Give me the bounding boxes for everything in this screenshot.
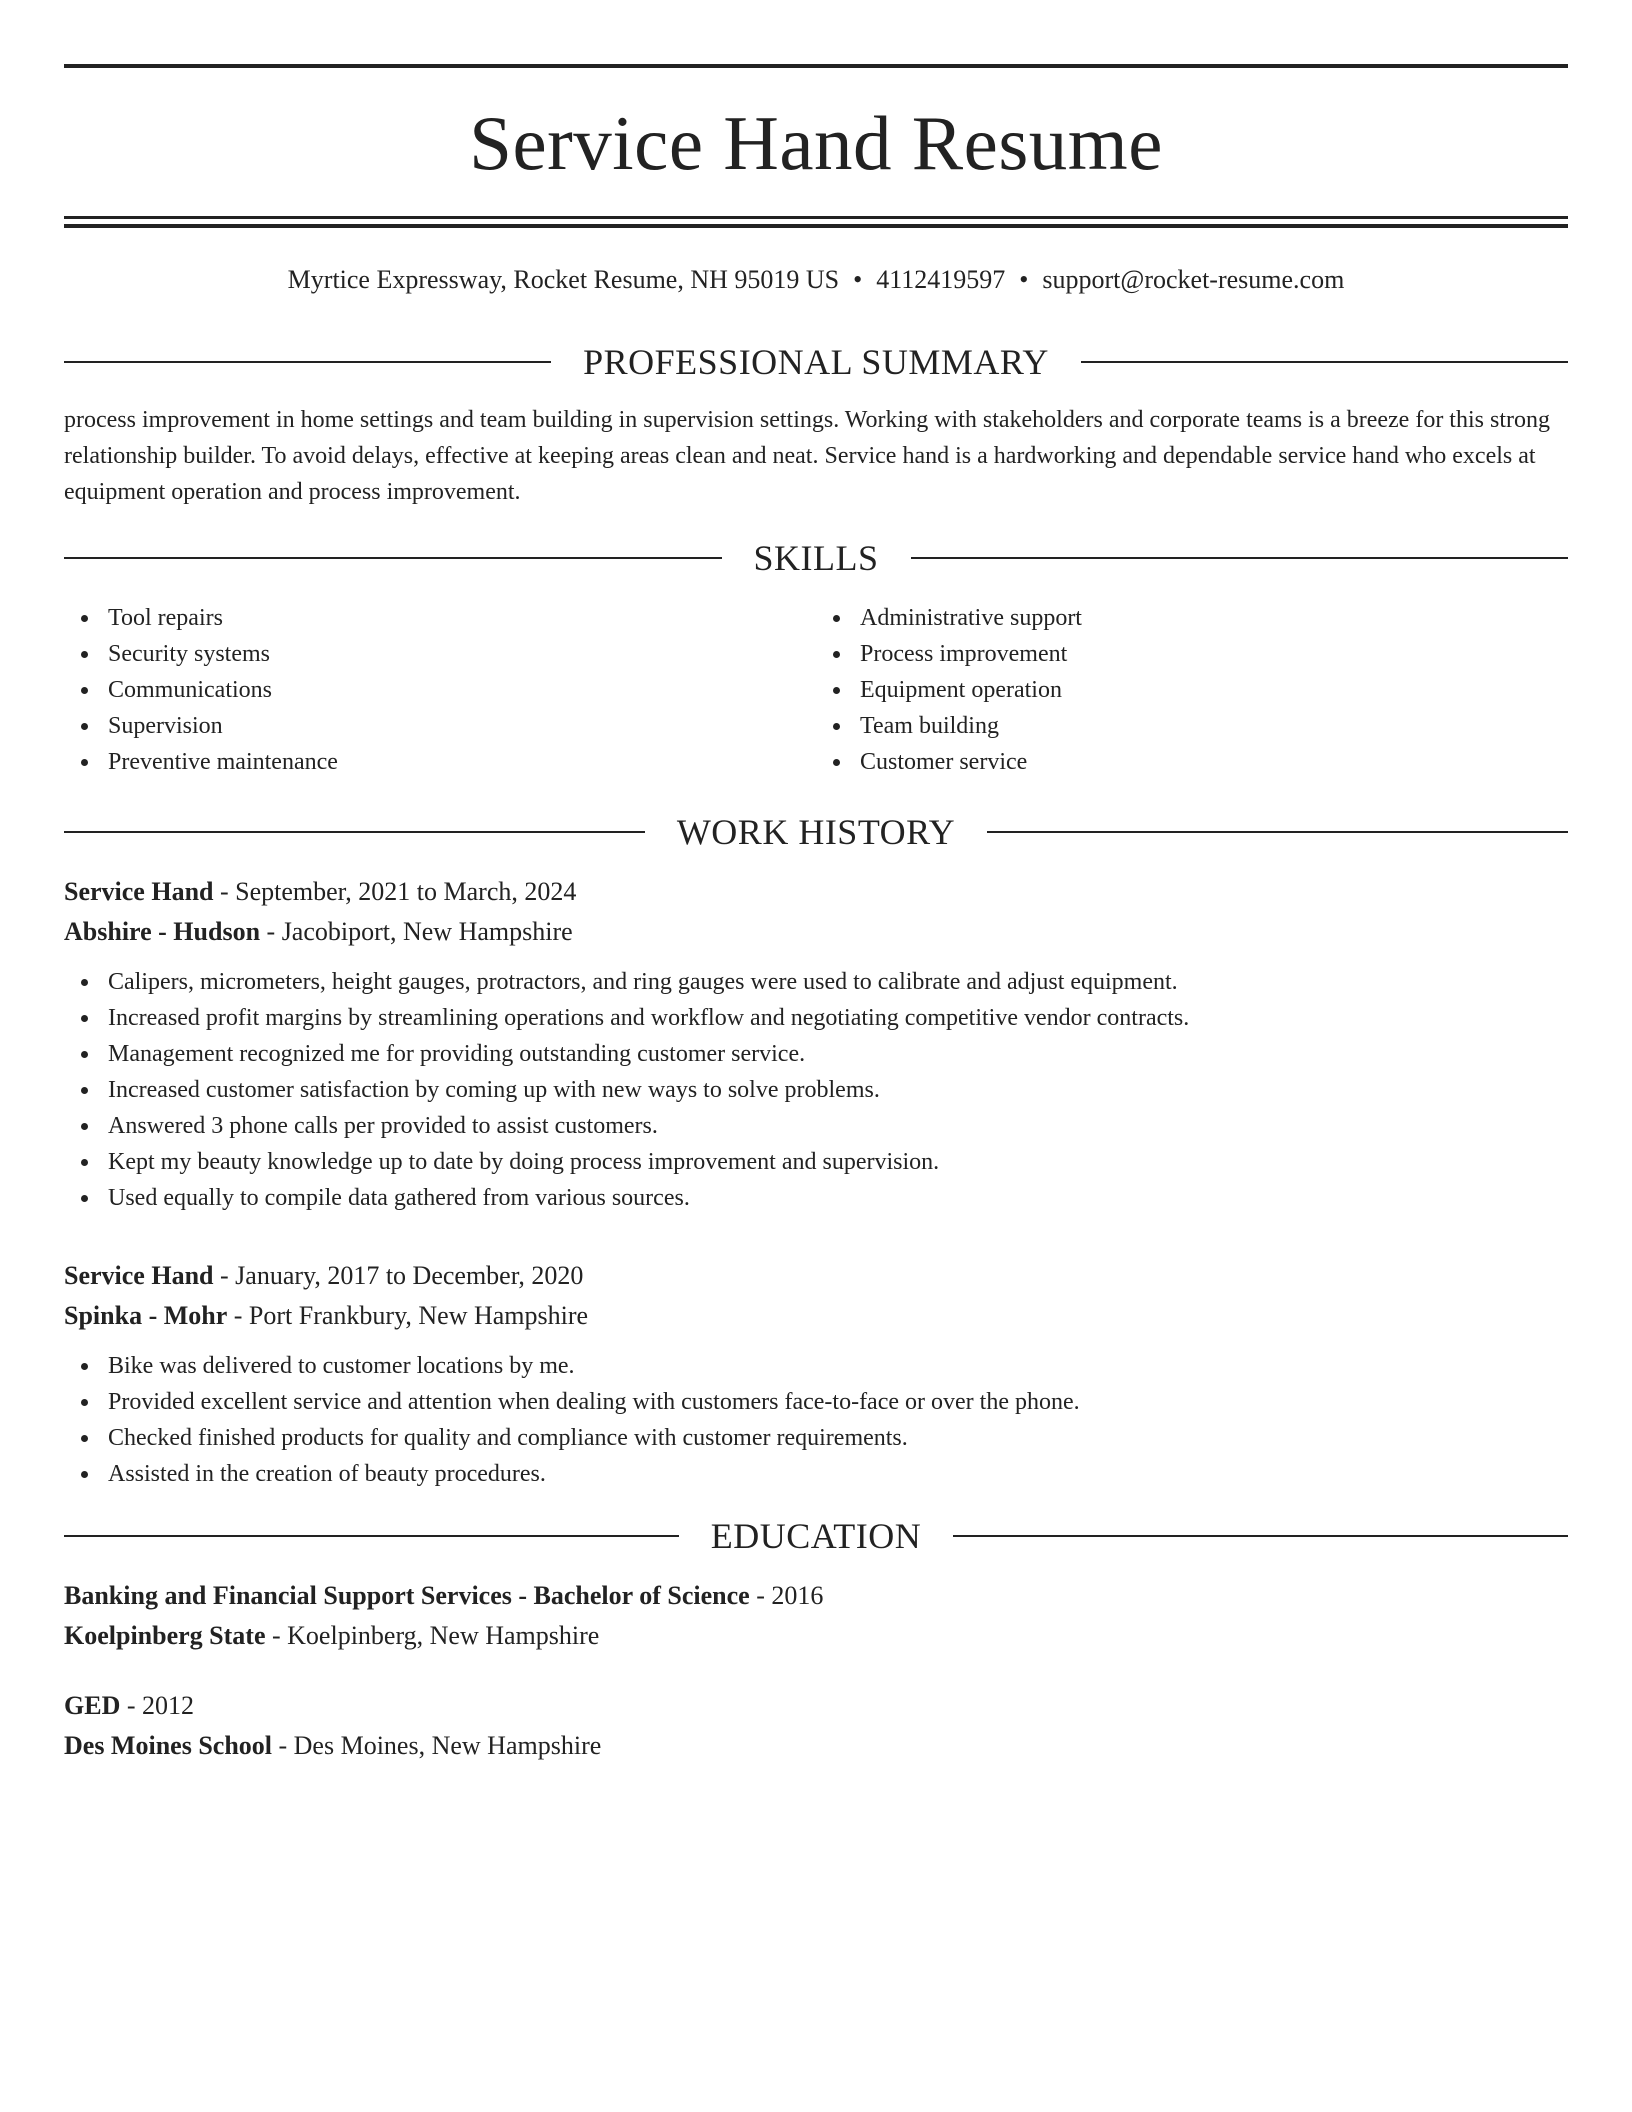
education-school: Koelpinberg State [64,1621,266,1650]
heading-rule-right [1081,361,1568,363]
job-location: - Port Frankbury, New Hampshire [227,1301,589,1330]
summary-text: process improvement in home settings and team building in supervision settings. Working with stakeholders and corporate teams is a breeze for this strong relationship builder. To avoid delays, effective at keeping areas clean and neat. Service hand is a hardworking and dependable service hand who excels at equipment operation and process improvement. [64,407,1550,505]
job-company: Abshire - Hudson [64,917,261,946]
work-history [64,872,1568,1492]
job-bullet: Increased customer satisfaction by coming up with new ways to solve problems. [64,1072,1568,1108]
job-bullet: Increased profit margins by streamlining operations and workflow and negotiating competitive vendor contracts. [64,1000,1568,1036]
job-bullet: Management recognized me for providing outstanding customer service. [64,1036,1568,1072]
job-bullets [64,1348,1568,1492]
education-location: - Koelpinberg, New Hampshire [265,1621,600,1650]
education-heading [64,1516,1568,1556]
skills-list [64,600,1568,780]
education-school-line [64,1726,1568,1766]
contact-separator: • [853,265,863,294]
heading-rule-right [953,1535,1568,1537]
job-company-line [64,1296,1568,1336]
contact-address: Myrtice Expressway, Rocket Resume, NH 95019 US [287,265,840,294]
skill-item: Equipment operation [816,672,1568,708]
job-bullets [64,964,1568,1216]
skill-item: Process improvement [816,636,1568,672]
skill-item: Security systems [64,636,816,672]
job-entry [64,872,1568,1216]
job-title: Service Hand [64,877,214,906]
job-dates: - September, 2021 to March, 2024 [213,877,577,906]
heading-rule-right [987,831,1568,833]
education-degree-line [64,1576,1568,1616]
skill-item: Tool repairs [64,600,816,636]
skill-item: Preventive maintenance [64,744,816,780]
job-bullet: Calipers, micrometers, height gauges, protractors, and ring gauges were used to calibrate and adjust equipment. [64,964,1568,1000]
skills-column-right [816,600,1568,780]
skill-item: Communications [64,672,816,708]
job-bullet: Assisted in the creation of beauty procedures. [64,1456,1568,1492]
job-bullet: Kept my beauty knowledge up to date by doing process improvement and supervision. [64,1144,1568,1180]
education-year: - 2012 [120,1691,195,1720]
job-bullet: Bike was delivered to customer locations by me. [64,1348,1568,1384]
contact-line [64,264,1568,296]
header-double-rule [64,216,1568,228]
education-school: Des Moines School [64,1731,272,1760]
heading-rule-left [64,831,645,833]
education-year: - 2016 [749,1581,824,1610]
job-dates: - January, 2017 to December, 2020 [213,1261,584,1290]
education-entry [64,1686,1568,1766]
skill-item: Customer service [816,744,1568,780]
education-list [64,1576,1568,1766]
work-heading-title: WORK HISTORY [676,812,956,852]
skill-item: Team building [816,708,1568,744]
job-title-line [64,872,1568,912]
header-top-rule [64,64,1568,68]
education-school-line [64,1616,1568,1656]
summary-heading-title: PROFESSIONAL SUMMARY [583,342,1049,382]
job-bullet: Provided excellent service and attention when dealing with customers face-to-face or over the phone. [64,1384,1568,1420]
skill-item: Supervision [64,708,816,744]
education-degree-line [64,1686,1568,1726]
skill-item: Administrative support [816,600,1568,636]
education-degree: GED [64,1691,121,1720]
summary-heading [64,342,1568,382]
job-company: Spinka - Mohr [64,1301,228,1330]
job-bullet: Checked finished products for quality and compliance with customer requirements. [64,1420,1568,1456]
job-title: Service Hand [64,1261,214,1290]
skills-heading [64,538,1568,578]
job-bullet: Used equally to compile data gathered from various sources. [64,1180,1568,1216]
job-location: - Jacobiport, New Hampshire [260,917,573,946]
education-location: - Des Moines, New Hampshire [272,1731,602,1760]
resume-title: Service Hand Resume [469,100,1163,186]
work-heading [64,812,1568,852]
skills-heading-title: SKILLS [753,538,879,578]
education-entry [64,1576,1568,1656]
education-degree: Banking and Financial Support Services - Bachelor of Science [64,1581,750,1610]
contact-separator: • [1019,265,1029,294]
job-title-line [64,1256,1568,1296]
heading-rule-right [911,557,1569,559]
heading-rule-left [64,557,722,559]
job-entry [64,1256,1568,1492]
job-bullet: Answered 3 phone calls per provided to assist customers. [64,1108,1568,1144]
skills-column-left [64,600,816,780]
contact-phone: 4112419597 [876,265,1006,294]
heading-rule-left [64,361,551,363]
heading-rule-left [64,1535,679,1537]
education-heading-title: EDUCATION [710,1516,922,1556]
job-company-line [64,912,1568,952]
contact-email: support@rocket-resume.com [1042,265,1345,294]
